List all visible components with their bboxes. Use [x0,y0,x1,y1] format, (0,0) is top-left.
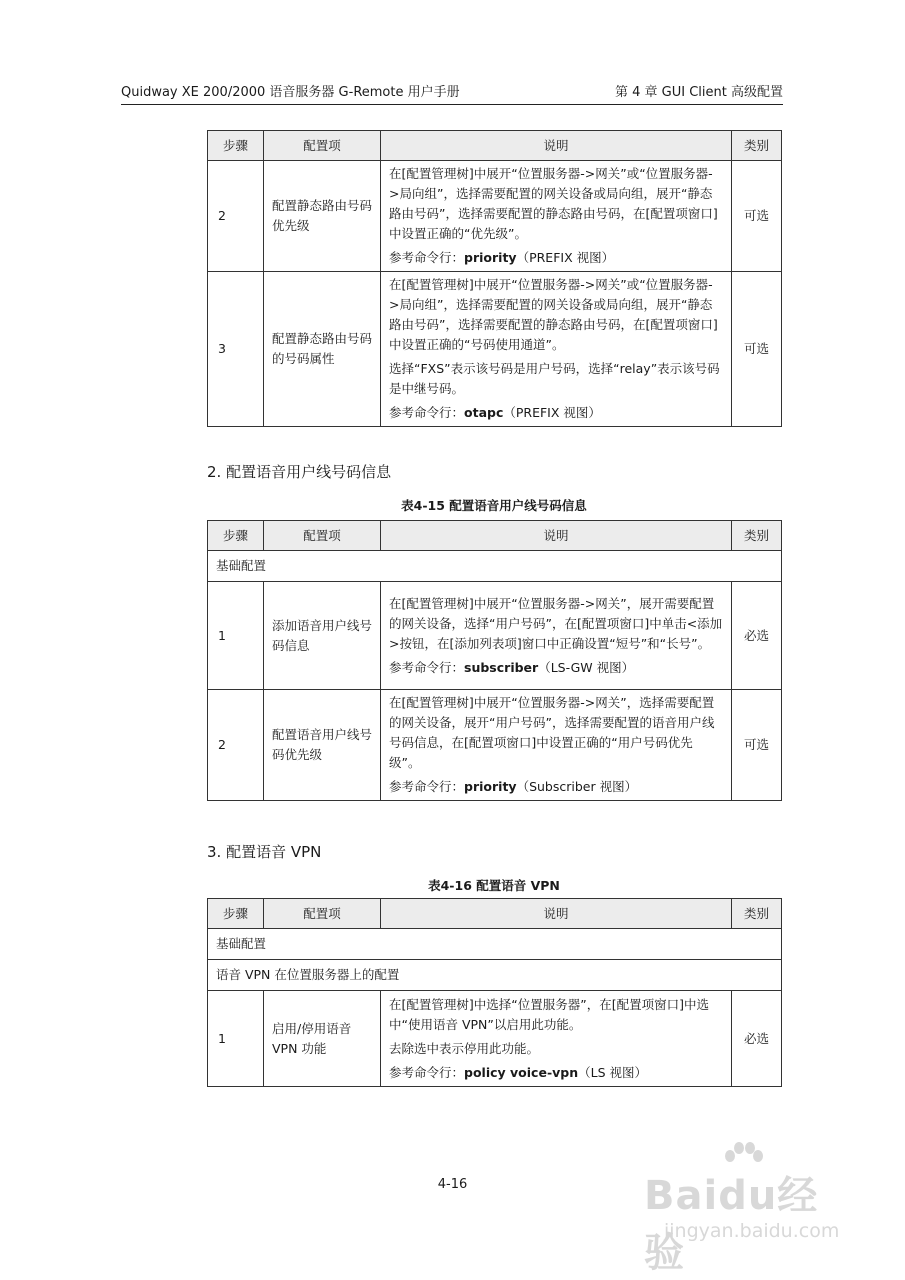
col-category: 类别 [732,521,782,551]
table-caption: 表4-15 配置语音用户线号码信息 [401,498,587,513]
desc-text: 在[配置管理树]中展开“位置服务器->网关”，展开需要配置的网关设备，选择“用户号码”，在[配置项窗口]中单击<添加>按钮，在[添加列表项]窗口中正确设置“短号”和“长号”。 [389,595,723,651]
category-cell: 可选 [732,272,782,427]
desc-cell [381,690,732,801]
category-cell: 可选 [732,690,782,801]
table-row [208,161,782,272]
desc-text: 在[配置管理树]中展开“位置服务器->网关”，选择需要配置的网关设备，展开“用户号码”，选择需要配置的语音用户线号码信息，在[配置项窗口]中设置正确的“用户号码优先级”。 [389,695,715,770]
col-desc: 说明 [381,899,732,929]
item-cell: 配置静态路由号码的号码属性 [264,272,381,427]
desc-text: 在[配置管理树]中展开“位置服务器->网关”或“位置服务器->局向组”，选择需要配置的网关设备或局向组，展开“静态路由号码”，选择需要配置的静态路由号码，在[配置项窗口]中设置正确的“优先级”。 [389,166,718,241]
page-header [121,84,783,105]
table-header-row [208,899,782,929]
subgroup-label: 语音 VPN 在位置服务器上的配置 [208,960,782,991]
table-header-row [208,131,782,161]
desc-cell [381,161,732,272]
group-label: 基础配置 [208,929,782,960]
col-item: 配置项 [264,899,381,929]
group-row [208,929,782,960]
col-item: 配置项 [264,131,381,161]
subscriber-number-table [207,520,782,801]
step-cell: 1 [208,582,264,690]
ref-command: 参考命令行：otapc（PREFIX 视图） [389,405,601,420]
col-step: 步骤 [208,131,264,161]
watermark-logo: Baidu经验 [644,1173,819,1276]
col-step: 步骤 [208,899,264,929]
baidu-watermark [636,1140,856,1276]
page-number: 4-16 [437,1177,468,1192]
table-caption: 表4-16 配置语音 VPN [428,878,560,893]
col-category: 类别 [732,131,782,161]
table-row [208,582,782,690]
item-cell: 添加语音用户线号码信息 [264,582,381,690]
col-item: 配置项 [264,521,381,551]
desc-text: 选择“FXS”表示该号码是用户号码，选择“relay”表示该号码是中继号码。 [389,361,720,396]
table-row [208,690,782,801]
col-desc: 说明 [381,521,732,551]
table-row [208,272,782,427]
step-cell: 2 [208,690,264,801]
desc-text: 在[配置管理树]中选择“位置服务器”，在[配置项窗口]中选中“使用语音 VPN”以启用此功能。 [389,996,709,1032]
desc-cell [381,272,732,427]
static-route-table [207,130,782,427]
desc-cell [381,991,732,1087]
header-chapter-title: 第 4 章 GUI Client 高级配置 [615,85,783,100]
desc-text: 去除选中表示停用此功能。 [389,1040,540,1056]
category-cell: 可选 [732,161,782,272]
item-cell: 配置静态路由号码优先级 [264,161,381,272]
item-cell: 配置语音用户线号码优先级 [264,690,381,801]
voice-vpn-table [207,898,782,1087]
group-row [208,551,782,582]
step-cell: 3 [208,272,264,427]
group-label: 基础配置 [208,551,782,582]
watermark-url: jingyan.baidu.com [664,1220,840,1242]
col-step: 步骤 [208,521,264,551]
item-cell: 启用/停用语音 VPN 功能 [264,991,381,1087]
desc-cell [381,582,732,690]
category-cell: 必选 [732,991,782,1087]
step-cell: 1 [208,991,264,1087]
table-row [208,991,782,1087]
ref-command: 参考命令行：priority（Subscriber 视图） [389,779,638,794]
table-header-row [208,521,782,551]
subgroup-row [208,960,782,991]
desc-text: 在[配置管理树]中展开“位置服务器->网关”或“位置服务器->局向组”，选择需要配置的网关设备或局向组，展开“静态路由号码”，选择需要配置的静态路由号码，在[配置项窗口]中设置正确的“号码使用通道”。 [389,277,718,352]
col-desc: 说明 [381,131,732,161]
ref-command: 参考命令行：priority（PREFIX 视图） [389,250,615,265]
col-category: 类别 [732,899,782,929]
section-heading: 3. 配置语音 VPN [207,843,322,861]
ref-command: 参考命令行：policy voice-vpn（LS 视图） [389,1064,647,1080]
ref-command: 参考命令行：subscriber（LS-GW 视图） [389,659,635,675]
step-cell: 2 [208,161,264,272]
section-heading: 2. 配置语音用户线号码信息 [207,463,392,481]
category-cell: 必选 [732,582,782,690]
header-doc-title: Quidway XE 200/2000 语音服务器 G-Remote 用户手册 [121,85,460,100]
